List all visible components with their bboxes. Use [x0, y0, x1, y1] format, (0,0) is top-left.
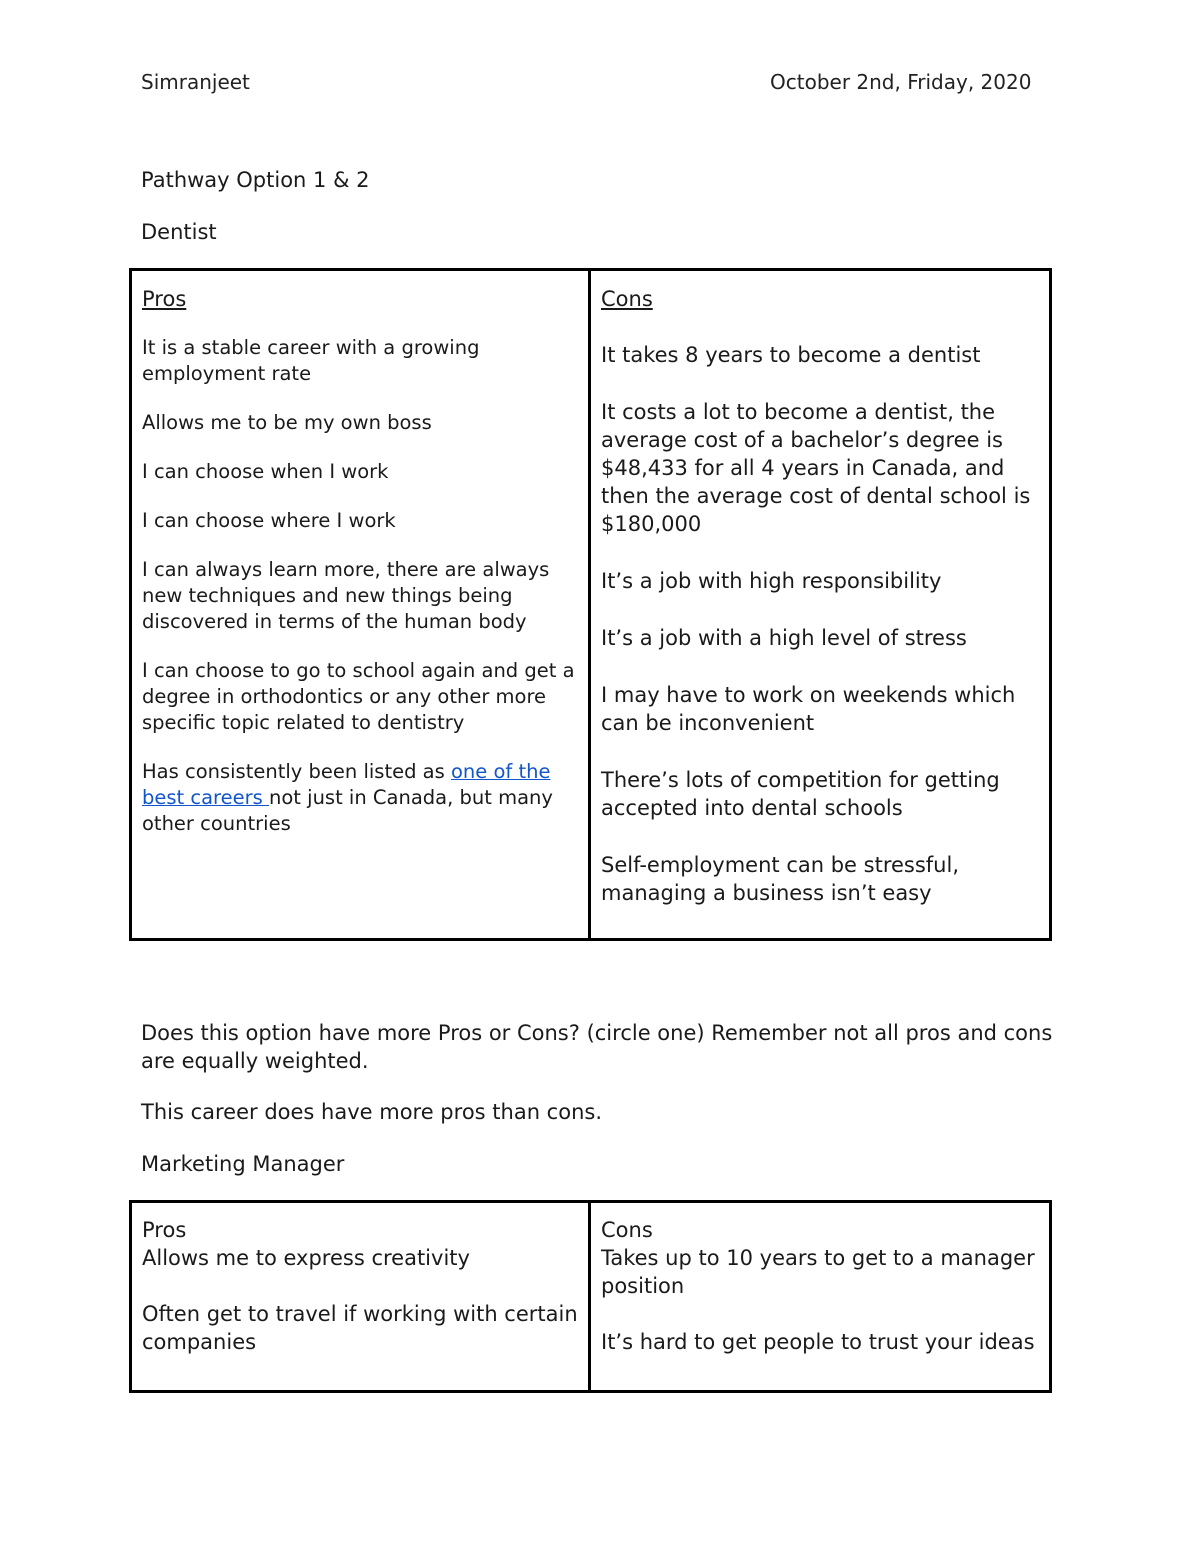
- question-text: Does this option have more Pros or Cons? (circle one) Remember not all pros and cons are equally weighted.: [141, 1021, 1053, 1073]
- answer-text: This career does have more pros than cons.: [141, 1100, 602, 1124]
- best-careers-link[interactable]: one of the best careers: [142, 760, 551, 809]
- con-item: It’s a job with high responsibility: [601, 569, 942, 593]
- pro-text: not just in Canada, but many other countries: [142, 786, 553, 835]
- con-item: Takes up to 10 years to get to a manager position: [601, 1246, 1035, 1298]
- page-title: Pathway Option 1 & 2: [141, 168, 370, 192]
- pros-heading: Pros: [142, 1218, 187, 1242]
- pro-item: I can choose to go to school again and get a degree in orthodontics or any other more specific topic related to dentistry: [142, 659, 575, 734]
- pro-text: Has consistently been listed as: [142, 760, 451, 783]
- pro-item: I can choose when I work: [142, 460, 389, 483]
- pro-item: It is a stable career with a growing employment rate: [142, 336, 480, 385]
- con-item: I may have to work on weekends which can be inconvenient: [601, 683, 1016, 735]
- pro-item: Allows me to express creativity: [142, 1246, 470, 1270]
- con-item: Self-employment can be stressful, managing a business isn’t easy: [601, 853, 960, 905]
- option1-heading: Dentist: [141, 220, 217, 244]
- dentist-pros-cons-table: [129, 268, 1052, 941]
- pro-item: Allows me to be my own boss: [142, 411, 432, 434]
- pro-item: I can choose where I work: [142, 509, 396, 532]
- con-item: There’s lots of competition for getting accepted into dental schools: [601, 768, 1000, 820]
- pros-heading: Pros: [142, 287, 187, 311]
- con-item: It takes 8 years to become a dentist: [601, 343, 981, 367]
- con-item: It’s a job with a high level of stress: [601, 626, 967, 650]
- dentist-pros-cell: [131, 270, 590, 940]
- option2-heading: Marketing Manager: [141, 1152, 345, 1176]
- dentist-cons-cell: [590, 270, 1051, 940]
- marketing-pros-cell: [131, 1202, 590, 1392]
- pro-item: Often get to travel if working with certain companies: [142, 1302, 578, 1354]
- document-date: October 2nd, Friday, 2020: [770, 70, 1032, 94]
- con-item: It’s hard to get people to trust your ideas: [601, 1330, 1035, 1354]
- cons-heading: Cons: [601, 287, 653, 311]
- author-name: Simranjeet: [141, 70, 250, 94]
- marketing-cons-cell: [590, 1202, 1051, 1392]
- pro-item: I can always learn more, there are always new techniques and new things being discovered in terms of the human body: [142, 558, 550, 633]
- cons-heading: Cons: [601, 1218, 653, 1242]
- con-item: It costs a lot to become a dentist, the average cost of a bachelor’s degree is $48,433 for all 4 years in Canada, and then the average cost of dental school is $180,000: [601, 400, 1031, 536]
- marketing-pros-cons-table: [129, 1200, 1052, 1393]
- pro-item: [142, 759, 578, 837]
